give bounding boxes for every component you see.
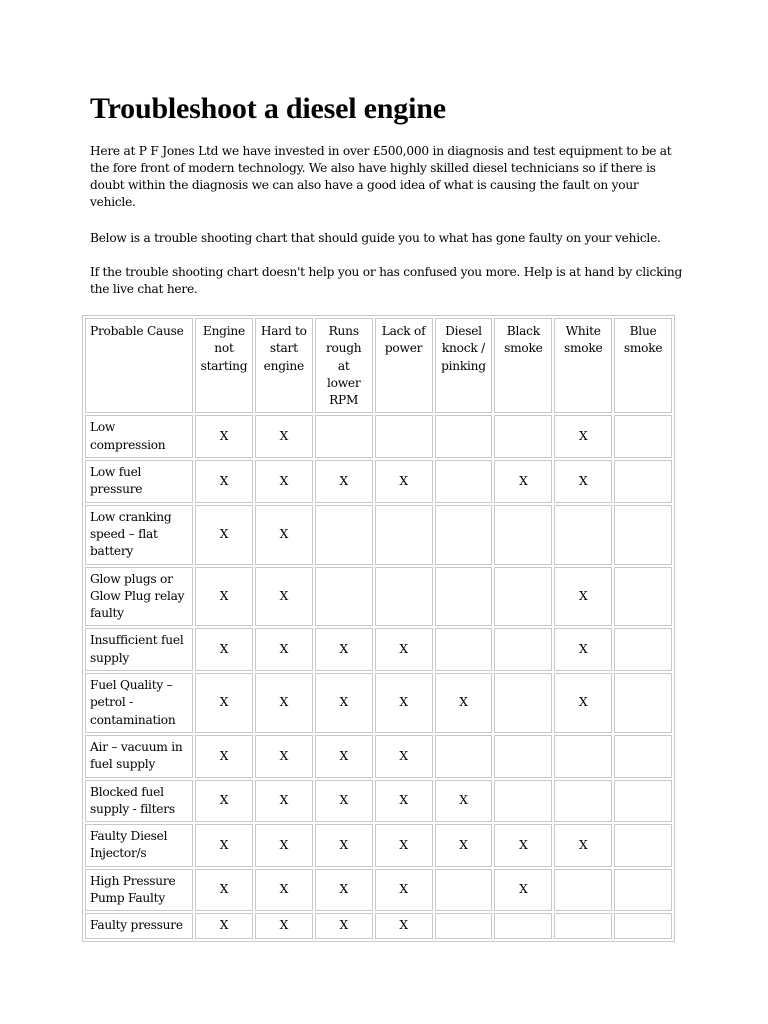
- guide-paragraph: [90, 230, 680, 247]
- header-symptom: [614, 318, 672, 413]
- header-symptom-line: lower: [326, 375, 361, 390]
- symptom-mark: X: [339, 642, 348, 657]
- symptom-cell: [315, 824, 373, 867]
- table-row: [85, 673, 672, 733]
- help-paragraph: [90, 264, 683, 298]
- symptom-mark: X: [399, 748, 408, 763]
- cause-line: Air – vacuum in: [90, 739, 183, 754]
- symptom-cell: [554, 824, 612, 867]
- intro-line: the fore front of modern technology. We also have highly skilled diesel technicians so if there is: [90, 161, 656, 175]
- symptom-cell: [255, 673, 313, 733]
- symptom-cell: [614, 780, 672, 823]
- symptom-cell: [195, 415, 253, 458]
- symptom-mark: X: [339, 473, 348, 488]
- symptom-cell: [554, 415, 612, 458]
- header-symptom-line: knock /: [441, 341, 485, 356]
- cause-line: Insufficient fuel: [90, 633, 184, 648]
- cause-line: Pump Faulty: [90, 891, 165, 906]
- symptom-cell: [494, 913, 552, 938]
- symptom-mark: X: [578, 473, 588, 488]
- symptom-mark: X: [279, 526, 289, 541]
- cause-line: High Pressure: [90, 873, 176, 888]
- cause-line: Fuel Quality –: [90, 678, 173, 693]
- symptom-cell: [255, 415, 313, 458]
- symptom-cell: [255, 505, 313, 565]
- header-symptom-line: starting: [200, 358, 248, 373]
- symptom-mark: X: [399, 695, 408, 710]
- symptom-cell: [255, 628, 313, 671]
- symptom-cell: [554, 735, 612, 778]
- symptom-cell: [494, 505, 552, 565]
- symptom-cell: [494, 824, 552, 867]
- header-symptom-line: smoke: [563, 341, 603, 356]
- symptom-mark: X: [399, 882, 408, 897]
- table-header-row: [85, 318, 672, 413]
- symptom-cell: [195, 505, 253, 565]
- symptom-cell: [195, 567, 253, 627]
- symptom-cell: [195, 628, 253, 671]
- symptom-cell: [614, 460, 672, 503]
- symptom-mark: X: [519, 882, 528, 897]
- symptom-cell: [255, 913, 313, 938]
- symptom-mark: X: [339, 882, 348, 897]
- cause-line: Injector/s: [90, 846, 147, 861]
- page-title: Troubleshoot a diesel engine: [90, 92, 446, 125]
- symptom-mark: X: [459, 695, 468, 710]
- cause-cell: [85, 567, 193, 627]
- symptom-cell: [435, 869, 493, 912]
- symptom-mark: X: [279, 882, 289, 897]
- table-row: [85, 735, 672, 778]
- cause-cell: [85, 780, 193, 823]
- cause-line: Low cranking: [90, 509, 172, 524]
- intro-line: Here at P F Jones Ltd we have invested in over £500,000 in diagnosis and test equipment to be at: [90, 144, 672, 158]
- table-row: [85, 505, 672, 565]
- symptom-cell: [614, 869, 672, 912]
- symptom-mark: X: [399, 918, 408, 933]
- header-symptom: [494, 318, 552, 413]
- cause-cell: [85, 913, 193, 938]
- symptom-cell: [315, 415, 373, 458]
- symptom-cell: [435, 628, 493, 671]
- cause-line: battery: [90, 544, 134, 559]
- symptom-cell: [554, 567, 612, 627]
- cause-cell: [85, 415, 193, 458]
- symptom-cell: [614, 673, 672, 733]
- symptom-cell: [554, 780, 612, 823]
- symptom-mark: X: [339, 918, 348, 933]
- symptom-cell: [435, 780, 493, 823]
- table-row: [85, 567, 672, 627]
- symptom-mark: X: [219, 695, 229, 710]
- symptom-cell: [315, 735, 373, 778]
- cause-line: speed – flat: [90, 526, 158, 541]
- symptom-mark: X: [279, 837, 289, 852]
- symptom-cell: [494, 415, 552, 458]
- cause-line: Glow Plug relay: [90, 588, 185, 603]
- intro-line: vehicle.: [90, 195, 136, 209]
- symptom-mark: X: [399, 793, 408, 808]
- header-symptom-line: pinking: [441, 358, 486, 373]
- header-symptom-line: White: [565, 324, 601, 338]
- symptom-mark: X: [219, 429, 229, 444]
- header-symptom: [195, 318, 253, 413]
- cause-line: Faulty pressure: [90, 918, 183, 933]
- symptom-cell: [195, 913, 253, 938]
- symptom-mark: X: [279, 588, 289, 603]
- help-line: the live chat here.: [90, 282, 198, 296]
- symptom-mark: X: [219, 882, 229, 897]
- symptom-cell: [195, 735, 253, 778]
- header-symptom: [435, 318, 493, 413]
- symptom-mark: X: [578, 837, 588, 852]
- symptom-mark: X: [279, 748, 289, 763]
- symptom-cell: [375, 824, 433, 867]
- symptom-cell: [255, 567, 313, 627]
- symptom-mark: X: [459, 837, 468, 852]
- symptom-cell: [375, 460, 433, 503]
- intro-line: doubt within the diagnosis we can also have a good idea of what is causing the fault on your: [90, 178, 639, 192]
- symptom-cell: [375, 505, 433, 565]
- header-symptom-line: Black: [506, 324, 540, 338]
- symptom-cell: [435, 735, 493, 778]
- symptom-cell: [255, 780, 313, 823]
- symptom-mark: X: [279, 642, 289, 657]
- symptom-cell: [554, 628, 612, 671]
- table-row: [85, 869, 672, 912]
- header-symptom: [315, 318, 373, 413]
- cause-cell: [85, 824, 193, 867]
- cause-cell: [85, 505, 193, 565]
- intro-paragraph: [90, 143, 680, 211]
- symptom-cell: [435, 673, 493, 733]
- header-symptom-line: power: [384, 341, 423, 356]
- symptom-mark: X: [219, 837, 229, 852]
- header-symptom-line: Engine: [202, 324, 245, 338]
- symptom-mark: X: [519, 837, 528, 852]
- symptom-cell: [315, 913, 373, 938]
- table-row: [85, 415, 672, 458]
- table-row: [85, 780, 672, 823]
- header-symptom-line: rough at: [325, 341, 362, 373]
- symptom-cell: [435, 824, 493, 867]
- table-row: [85, 824, 672, 867]
- symptom-cell: [494, 735, 552, 778]
- header-symptom: [255, 318, 313, 413]
- symptom-cell: [195, 824, 253, 867]
- symptom-cell: [375, 780, 433, 823]
- symptom-cell: [435, 913, 493, 938]
- symptom-cell: [195, 869, 253, 912]
- symptom-mark: X: [578, 642, 588, 657]
- symptom-mark: X: [279, 793, 289, 808]
- symptom-cell: [315, 460, 373, 503]
- symptom-mark: X: [339, 748, 348, 763]
- symptom-mark: X: [219, 526, 229, 541]
- help-line: If the trouble shooting chart doesn't help you or has confused you more. Help is at hand by clicking: [90, 265, 683, 279]
- symptom-mark: X: [219, 748, 229, 763]
- symptom-mark: X: [279, 695, 289, 710]
- symptom-cell: [255, 869, 313, 912]
- troubleshooting-table: [82, 315, 675, 942]
- header-symptom-line: Diesel: [445, 324, 482, 338]
- symptom-mark: X: [279, 473, 289, 488]
- header-symptom-line: smoke: [623, 341, 663, 356]
- symptom-cell: [375, 673, 433, 733]
- symptom-cell: [554, 505, 612, 565]
- symptom-cell: [494, 780, 552, 823]
- cause-cell: [85, 869, 193, 912]
- cause-line: faulty: [90, 606, 124, 621]
- symptom-cell: [315, 505, 373, 565]
- cause-line: fuel supply: [90, 757, 156, 772]
- symptom-mark: X: [459, 793, 468, 808]
- cause-line: Faulty Diesel: [90, 829, 168, 844]
- symptom-cell: [614, 505, 672, 565]
- symptom-mark: X: [219, 918, 229, 933]
- cause-line: supply - filters: [90, 801, 175, 816]
- symptom-cell: [614, 415, 672, 458]
- cause-line: contamination: [90, 712, 176, 727]
- symptom-cell: [315, 673, 373, 733]
- symptom-cell: [315, 567, 373, 627]
- header-symptom: [554, 318, 612, 413]
- header-probable-cause: Probable Cause: [85, 318, 193, 413]
- cause-cell: [85, 460, 193, 503]
- symptom-mark: X: [399, 642, 408, 657]
- header-symptom-line: RPM: [329, 393, 359, 408]
- symptom-cell: [375, 869, 433, 912]
- symptom-cell: [614, 628, 672, 671]
- symptom-cell: [195, 460, 253, 503]
- symptom-mark: X: [578, 429, 588, 444]
- symptom-cell: [195, 780, 253, 823]
- symptom-mark: X: [519, 473, 528, 488]
- symptom-cell: [375, 735, 433, 778]
- cause-line: Glow plugs or: [90, 571, 173, 586]
- symptom-cell: [614, 567, 672, 627]
- header-symptom-line: not: [214, 341, 234, 356]
- header-symptom-line: Runs: [328, 324, 359, 338]
- symptom-cell: [375, 415, 433, 458]
- symptom-cell: [554, 913, 612, 938]
- symptom-cell: [614, 735, 672, 778]
- symptom-mark: X: [578, 588, 588, 603]
- symptom-mark: X: [219, 473, 229, 488]
- symptom-mark: X: [279, 918, 289, 933]
- symptom-cell: [255, 824, 313, 867]
- symptom-mark: X: [399, 837, 408, 852]
- cause-line: petrol -: [90, 695, 133, 710]
- symptom-cell: [494, 567, 552, 627]
- symptom-cell: [435, 460, 493, 503]
- header-symptom-line: Lack of: [381, 324, 426, 338]
- header-symptom-line: Blue: [629, 324, 657, 338]
- symptom-mark: X: [219, 793, 229, 808]
- cause-line: Low compression: [90, 420, 166, 452]
- symptom-cell: [435, 567, 493, 627]
- table-row: [85, 460, 672, 503]
- guide-line: Below is a trouble shooting chart that should guide you to what has gone faulty on your vehicle.: [90, 231, 661, 245]
- symptom-cell: [554, 673, 612, 733]
- cause-line: Blocked fuel: [90, 784, 164, 799]
- symptom-mark: X: [339, 793, 348, 808]
- cause-line: Low fuel pressure: [90, 465, 143, 497]
- table-row: [85, 628, 672, 671]
- cause-cell: [85, 673, 193, 733]
- symptom-cell: [554, 460, 612, 503]
- cause-line: supply: [90, 650, 129, 665]
- symptom-cell: [494, 869, 552, 912]
- header-symptom-line: start: [269, 341, 298, 356]
- symptom-mark: X: [339, 837, 348, 852]
- symptom-mark: X: [399, 473, 408, 488]
- symptom-cell: [554, 869, 612, 912]
- symptom-cell: [494, 628, 552, 671]
- symptom-cell: [195, 673, 253, 733]
- header-symptom-line: engine: [263, 358, 304, 373]
- header-symptom-line: Hard to: [260, 324, 307, 338]
- symptom-cell: [494, 460, 552, 503]
- cause-cell: [85, 628, 193, 671]
- symptom-mark: X: [339, 695, 348, 710]
- symptom-cell: [435, 415, 493, 458]
- header-symptom: [375, 318, 433, 413]
- symptom-cell: [375, 628, 433, 671]
- header-symptom-line: smoke: [504, 341, 543, 356]
- symptom-cell: [494, 673, 552, 733]
- symptom-mark: X: [279, 429, 289, 444]
- cause-cell: [85, 735, 193, 778]
- symptom-cell: [435, 505, 493, 565]
- symptom-mark: X: [219, 588, 229, 603]
- symptom-cell: [255, 460, 313, 503]
- symptom-cell: [315, 628, 373, 671]
- symptom-cell: [255, 735, 313, 778]
- symptom-cell: [315, 780, 373, 823]
- symptom-cell: [614, 913, 672, 938]
- symptom-cell: [315, 869, 373, 912]
- symptom-mark: X: [219, 642, 229, 657]
- symptom-cell: [375, 913, 433, 938]
- symptom-cell: [375, 567, 433, 627]
- symptom-cell: [614, 824, 672, 867]
- symptom-mark: X: [578, 695, 588, 710]
- table-row: [85, 913, 672, 938]
